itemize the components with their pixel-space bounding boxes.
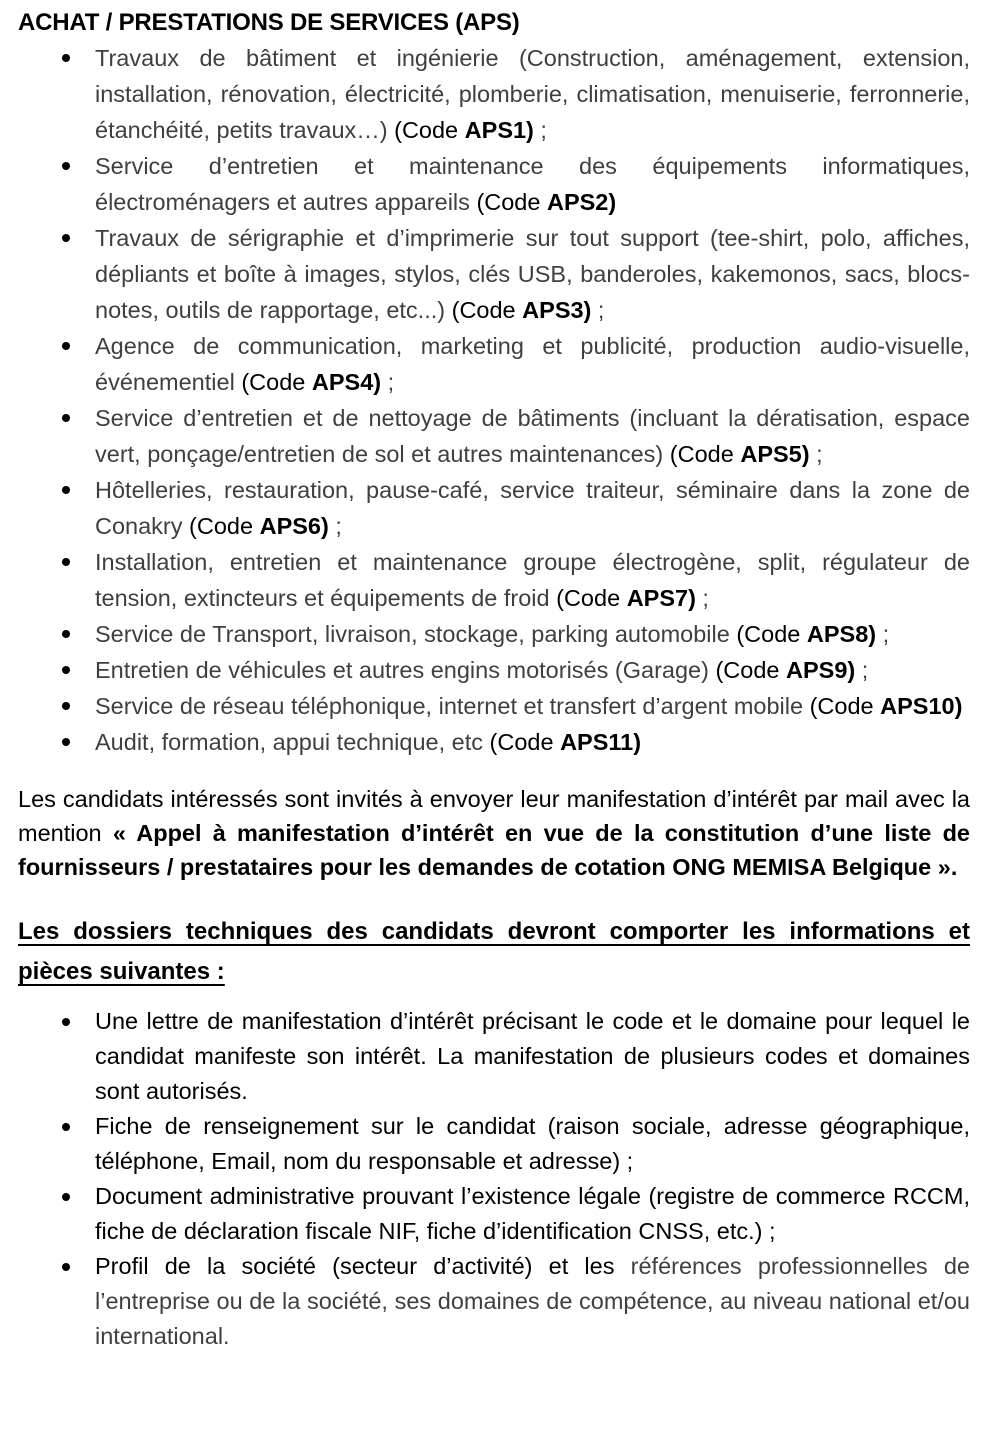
aps-services-list — [18, 40, 970, 760]
text-run: (Code — [669, 441, 741, 467]
list-item — [95, 688, 970, 724]
intro-paragraph — [18, 782, 970, 884]
text-run: ; — [533, 117, 547, 143]
list-item — [95, 616, 970, 652]
list-item — [95, 544, 970, 616]
text-run: Audit, formation, appui technique, etc — [95, 729, 490, 755]
text-run: APS2) — [546, 189, 617, 215]
text-run: Installation, entretien et maintenance groupe électrogène, split, régulateur de tension, extincteurs et équipements de froid — [95, 549, 970, 611]
list-item — [95, 1179, 970, 1249]
text-run: Fiche de renseignement sur le candidat (raison sociale, adresse géographique, téléphone, Email, nom du responsable et adresse) ; — [95, 1113, 970, 1174]
text-run: Les candidats intéressés sont invités à envoyer leur manifestation d’intérêt par mail avec la mention — [18, 786, 970, 846]
text-run: APS7) — [626, 585, 696, 611]
text-run: Service de Transport, livraison, stockage, parking automobile — [95, 621, 737, 647]
text-run: (Code — [241, 369, 312, 395]
text-run: APS4) — [311, 369, 382, 395]
text-run: APS9) — [786, 657, 856, 683]
text-run: ; — [591, 297, 605, 323]
list-item — [95, 1249, 970, 1354]
section-heading: Les dossiers techniques des candidats devront comporter les informations et pièces suivantes : — [18, 918, 970, 985]
text-run: ; — [381, 369, 395, 395]
text-run: Agence de communication, marketing et publicité, production audio-visuelle, événementiel — [95, 333, 970, 395]
list-item — [95, 148, 970, 220]
list-item — [95, 724, 970, 760]
text-run: (Code — [809, 693, 881, 719]
text-run: APS5) — [740, 441, 810, 467]
list-item — [95, 1004, 970, 1109]
list-item — [95, 1109, 970, 1179]
text-run: ; — [855, 657, 869, 683]
list-item — [95, 472, 970, 544]
text-run: Service d’entretien et de nettoyage de bâtiments (incluant la dératisation, espace vert, ponçage/entretien de sol et autres maintenances) — [95, 405, 970, 467]
requirements-list — [18, 1004, 970, 1354]
text-run: APS8) — [806, 621, 877, 647]
text-run: Entretien de véhicules et autres engins motorisés (Garage) — [95, 657, 716, 683]
text-run: Travaux de bâtiment et ingénierie (Construction, aménagement, extension, installation, rénovation, électricité, plomberie, climatisation, menuiserie, ferronnerie, étanchéité, petits travaux…) — [95, 45, 970, 143]
text-run: ; — [328, 513, 342, 539]
text-run: (Code — [715, 657, 787, 683]
text-run: APS3) — [522, 297, 592, 323]
text-run: Service de réseau téléphonique, internet et transfert d’argent mobile — [95, 693, 810, 719]
text-run: Travaux de sérigraphie et d’imprimerie sur tout support (tee-shirt, polo, affiches, dépliants et boîte à images, stylos, clés USB, banderoles, kakemonos, sacs, blocs-notes, outils de rapportage, etc...) — [95, 225, 970, 323]
list-item — [95, 40, 970, 148]
text-run: APS1) — [464, 117, 534, 143]
text-run: (Code — [451, 297, 523, 323]
text-run: (Code — [189, 513, 260, 539]
text-run: APS10) — [880, 693, 963, 719]
text-run: ; — [809, 441, 823, 467]
text-run: Document administrative prouvant l’existence légale (registre de commerce RCCM, fiche de déclaration fiscale NIF, fiche d’identification CNSS, etc.) ; — [95, 1183, 970, 1244]
text-run: ; — [876, 621, 890, 647]
text-run: Profil de la société (secteur d’activité) et les — [95, 1253, 631, 1279]
text-run: (Code — [489, 729, 561, 755]
text-run: APS11) — [560, 729, 642, 755]
text-run: (Code — [394, 117, 465, 143]
list-item — [95, 400, 970, 472]
text-run: ; — [695, 585, 709, 611]
text-run: « Appel à manifestation d’intérêt en vue de la constitution d’une liste de fournisseurs / prestataires pour les demandes de cotation ONG MEMISA Belgique ». — [18, 820, 970, 880]
text-run: APS6) — [259, 513, 329, 539]
text-run: Service d’entretien et maintenance des équipements informatiques, électroménagers et autres appareils — [95, 153, 970, 215]
list-item — [95, 328, 970, 400]
text-run: Une lettre de manifestation d’intérêt précisant le code et le domaine pour lequel le candidat manifeste son intérêt. La manifestation de plusieurs codes et domaines sont autorisés. — [95, 1008, 970, 1104]
text-run: Hôtelleries, restauration, pause-café, service traiteur, séminaire dans la zone de Conakry — [95, 477, 970, 539]
list-item — [95, 652, 970, 688]
list-item — [95, 220, 970, 328]
text-run: (Code — [556, 585, 627, 611]
text-run: (Code — [476, 189, 547, 215]
page-title: ACHAT / PRESTATIONS DE SERVICES (APS) — [18, 9, 520, 36]
text-run: références professionnelles de l’entreprise ou de la société, ses domaines de compétence, au niveau national et/ou international. — [95, 1253, 970, 1349]
text-run: (Code — [736, 621, 807, 647]
